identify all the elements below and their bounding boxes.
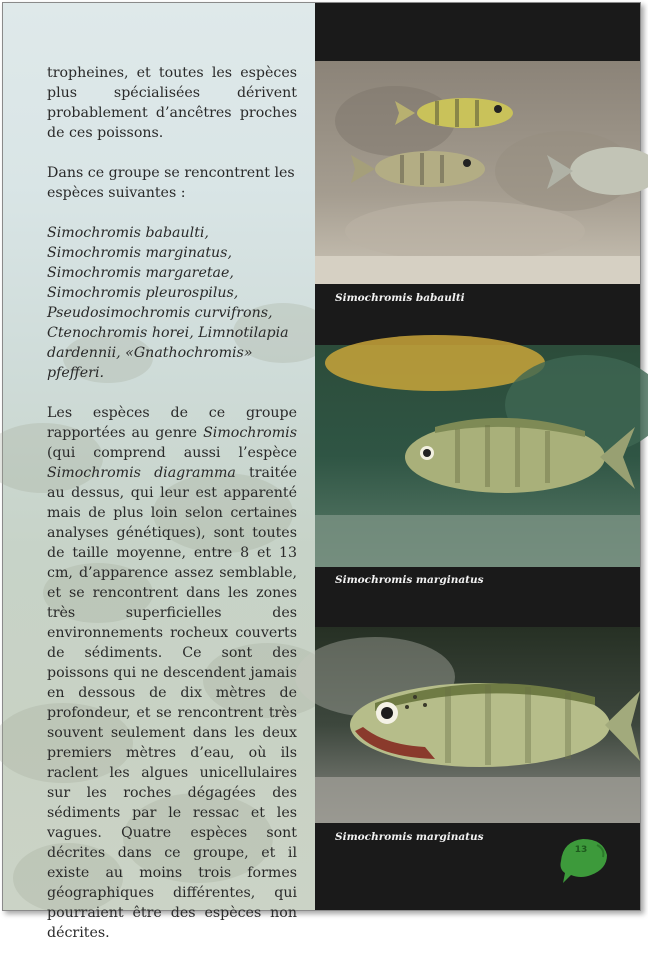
book-page bbox=[2, 2, 641, 941]
paragraph-description-start: Les espèces de ce groupe rapportées au genre bbox=[47, 405, 297, 441]
fish-logo-icon bbox=[553, 835, 609, 883]
paragraph-group: Dans ce groupe se rencontrent les espèces suivantes : bbox=[47, 165, 295, 201]
paragraph-description-end: traitée au dessus, qui leur est apparenté mais de plus loin selon certaines analyses génétiques), sont toutes de taille moyenne, entre 8 et 13 cm, d’apparence assez semblable, et se rencontrent dans les zones très superficielles des environnements rocheux couverts de sédiments. Ce sont des poissons qui ne descendent jamais en dessous de dix mètres de profondeur, et se rencontrent très souvent seulement dans les deux premiers mètres d’eau, où ils raclent les algues unicellulaires sur les roches dégagées des sédiments par le ressac et les vagues. Quatre espèces sont décrites dans ce groupe, et il existe au moins trois formes géographiques différentes, qui pourraient être des espèces non décrites. bbox=[47, 465, 297, 941]
photo-simochromis-marginatus-1 bbox=[315, 345, 640, 567]
page-number-badge bbox=[553, 835, 609, 883]
photo-simochromis-marginatus-2 bbox=[315, 627, 640, 823]
photo-column bbox=[315, 3, 640, 910]
page-number: 13 bbox=[574, 845, 588, 855]
paragraph-intro: tropheines, et toutes les espèces plus spécialisées dérivent probablement d’ancêtres proches de ces poissons. bbox=[47, 65, 297, 141]
body-text bbox=[47, 63, 297, 963]
photo-caption: Simochromis babaulti bbox=[335, 292, 465, 304]
photo-caption: Simochromis marginatus bbox=[335, 574, 484, 586]
species-name: Simochromis diagramma bbox=[47, 465, 236, 481]
paragraph-description bbox=[47, 403, 297, 943]
photo-simochromis-babaulti bbox=[315, 61, 640, 284]
genus-name: Simochromis bbox=[203, 425, 297, 441]
species-list: Simochromis babaulti, Simochromis marginatus, Simochromis margaretae, Simochromis pleurospilus, Pseudosimochromis curvifrons, Ctenochromis horei, Limnotilapia dardennii, «Gnathochromis» pfefferi. bbox=[47, 225, 289, 381]
photo-caption: Simochromis marginatus bbox=[335, 831, 484, 843]
text-column bbox=[3, 3, 315, 941]
paragraph-description-mid: (qui comprend aussi l’espèce bbox=[47, 445, 297, 461]
